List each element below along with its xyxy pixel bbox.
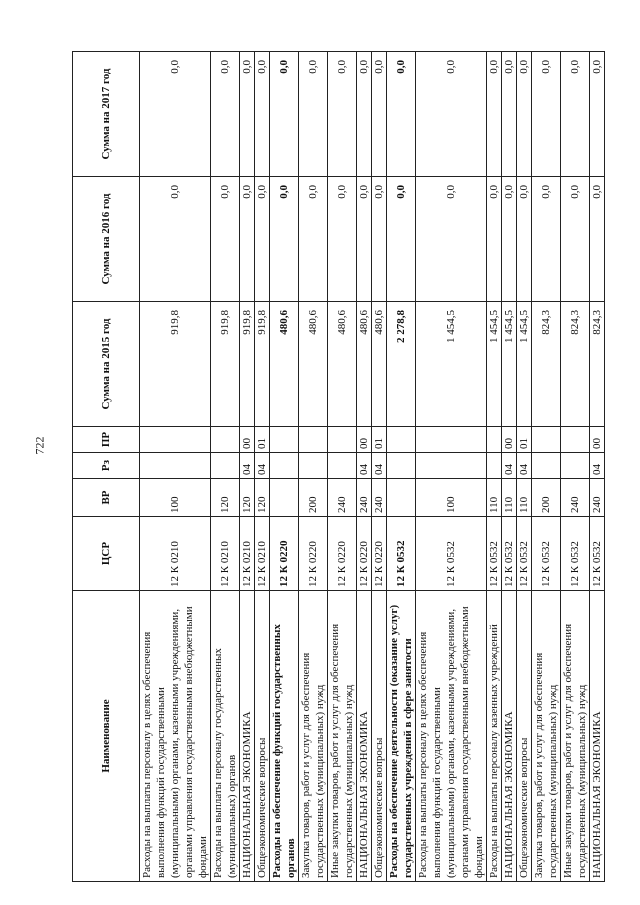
cell-name: Расходы на обеспечение деятельности (оказание услуг) государственных учреждений в сфере занятости	[387, 591, 416, 882]
cell-rz: 04	[590, 453, 605, 479]
cell-sum-2016: 0,0	[372, 177, 387, 302]
cell-sum-2016: 0,0	[357, 177, 372, 302]
cell-sum-2016: 0,0	[532, 177, 561, 302]
cell-sum-2017: 0,0	[517, 52, 532, 177]
table-header-row	[73, 52, 140, 882]
table-row	[140, 52, 211, 882]
cell-csr: 12 К 0210	[240, 517, 255, 591]
cell-sum-2017: 0,0	[328, 52, 357, 177]
cell-sum-2017: 0,0	[561, 52, 590, 177]
cell-rz	[211, 453, 240, 479]
cell-vr: 240	[590, 479, 605, 517]
header-rz: Рз	[73, 453, 140, 479]
cell-csr: 12 К 0220	[299, 517, 328, 591]
cell-vr: 240	[357, 479, 372, 517]
rotated-table-container	[72, 52, 606, 882]
table-row	[211, 52, 240, 882]
cell-vr: 240	[561, 479, 590, 517]
cell-sum-2016: 0,0	[211, 177, 240, 302]
table-row	[590, 52, 605, 882]
cell-sum-2017: 0,0	[502, 52, 517, 177]
cell-csr: 12 К 0532	[416, 517, 487, 591]
cell-csr: 12 К 0532	[502, 517, 517, 591]
cell-sum-2015: 1 454,5	[487, 302, 502, 427]
table-row	[357, 52, 372, 882]
cell-sum-2015: 480,6	[357, 302, 372, 427]
cell-sum-2016: 0,0	[270, 177, 299, 302]
table-row	[561, 52, 590, 882]
cell-sum-2015: 824,3	[532, 302, 561, 427]
cell-name: Общеэкономические вопросы	[372, 591, 387, 882]
cell-sum-2016: 0,0	[299, 177, 328, 302]
cell-sum-2017: 0,0	[270, 52, 299, 177]
cell-sum-2017: 0,0	[255, 52, 270, 177]
cell-pr	[211, 427, 240, 453]
cell-vr: 110	[487, 479, 502, 517]
cell-name: Расходы на выплаты персоналу государственных (муниципальных) органов	[211, 591, 240, 882]
cell-rz: 04	[517, 453, 532, 479]
cell-sum-2016: 0,0	[328, 177, 357, 302]
cell-sum-2017: 0,0	[387, 52, 416, 177]
cell-csr: 12 К 0220	[372, 517, 387, 591]
cell-rz	[328, 453, 357, 479]
cell-rz: 04	[357, 453, 372, 479]
cell-rz	[299, 453, 328, 479]
cell-vr: 100	[416, 479, 487, 517]
cell-sum-2015: 1 454,5	[416, 302, 487, 427]
cell-name: Закупка товаров, работ и услуг для обеспечения государственных (муниципальных) нужд	[299, 591, 328, 882]
cell-name: Закупка товаров, работ и услуг для обеспечения государственных (муниципальных) нужд	[532, 591, 561, 882]
cell-vr	[387, 479, 416, 517]
cell-pr: 01	[255, 427, 270, 453]
cell-sum-2016: 0,0	[416, 177, 487, 302]
cell-sum-2017: 0,0	[532, 52, 561, 177]
cell-sum-2015: 824,3	[561, 302, 590, 427]
cell-name: НАЦИОНАЛЬНАЯ ЭКОНОМИКА	[502, 591, 517, 882]
cell-pr	[270, 427, 299, 453]
header-sum-2017: Сумма на 2017 год	[73, 52, 140, 177]
cell-name: НАЦИОНАЛЬНАЯ ЭКОНОМИКА	[240, 591, 255, 882]
table-row	[517, 52, 532, 882]
cell-pr: 00	[590, 427, 605, 453]
cell-pr: 00	[357, 427, 372, 453]
cell-sum-2016: 0,0	[517, 177, 532, 302]
cell-vr: 200	[532, 479, 561, 517]
cell-name: Расходы на выплаты персоналу в целях обеспечения выполнения функций государственными (муниципальными) органами, казенными учреждениями, органами управления государственными внебюджетными фондами	[416, 591, 487, 882]
cell-pr	[299, 427, 328, 453]
cell-sum-2017: 0,0	[590, 52, 605, 177]
cell-sum-2015: 480,6	[299, 302, 328, 427]
cell-pr	[532, 427, 561, 453]
cell-rz	[140, 453, 211, 479]
cell-csr: 12 К 0210	[211, 517, 240, 591]
cell-vr: 120	[255, 479, 270, 517]
cell-pr	[387, 427, 416, 453]
cell-sum-2015: 919,8	[255, 302, 270, 427]
cell-sum-2016: 0,0	[240, 177, 255, 302]
cell-name: НАЦИОНАЛЬНАЯ ЭКОНОМИКА	[357, 591, 372, 882]
cell-rz: 04	[255, 453, 270, 479]
header-vr: ВР	[73, 479, 140, 517]
cell-rz: 04	[502, 453, 517, 479]
cell-sum-2015: 2 278,8	[387, 302, 416, 427]
cell-name: Расходы на обеспечение функций государственных органов	[270, 591, 299, 882]
cell-csr: 12 К 0220	[270, 517, 299, 591]
cell-pr: 01	[372, 427, 387, 453]
cell-pr	[140, 427, 211, 453]
cell-name: Общеэкономические вопросы	[517, 591, 532, 882]
cell-vr	[270, 479, 299, 517]
cell-sum-2017: 0,0	[240, 52, 255, 177]
cell-vr: 120	[211, 479, 240, 517]
page-number: 722	[32, 436, 47, 455]
cell-sum-2017: 0,0	[487, 52, 502, 177]
cell-sum-2015: 480,6	[270, 302, 299, 427]
cell-pr	[416, 427, 487, 453]
cell-csr: 12 К 0210	[140, 517, 211, 591]
cell-name: Расходы на выплаты персоналу казенных учреждений	[487, 591, 502, 882]
table-row	[416, 52, 487, 882]
cell-rz	[387, 453, 416, 479]
cell-csr: 12 К 0532	[517, 517, 532, 591]
cell-sum-2015: 824,3	[590, 302, 605, 427]
table-row	[487, 52, 502, 882]
cell-sum-2015: 480,6	[372, 302, 387, 427]
cell-vr: 200	[299, 479, 328, 517]
header-pr: ПР	[73, 427, 140, 453]
cell-sum-2017: 0,0	[299, 52, 328, 177]
cell-vr: 120	[240, 479, 255, 517]
cell-name: Иные закупки товаров, работ и услуг для обеспечения государственных (муниципальных) нужд	[328, 591, 357, 882]
cell-sum-2015: 919,8	[140, 302, 211, 427]
cell-pr	[561, 427, 590, 453]
cell-sum-2015: 919,8	[240, 302, 255, 427]
cell-csr: 12 К 0532	[487, 517, 502, 591]
cell-sum-2015: 480,6	[328, 302, 357, 427]
cell-pr	[328, 427, 357, 453]
cell-sum-2017: 0,0	[357, 52, 372, 177]
header-sum-2015: Сумма на 2015 год	[73, 302, 140, 427]
cell-vr: 240	[372, 479, 387, 517]
cell-vr: 240	[328, 479, 357, 517]
cell-rz: 04	[372, 453, 387, 479]
cell-rz	[416, 453, 487, 479]
table-row	[328, 52, 357, 882]
cell-sum-2017: 0,0	[416, 52, 487, 177]
cell-sum-2015: 1 454,5	[517, 302, 532, 427]
budget-table	[72, 51, 605, 882]
header-sum-2016: Сумма на 2016 год	[73, 177, 140, 302]
cell-csr: 12 К 0532	[532, 517, 561, 591]
cell-vr: 110	[502, 479, 517, 517]
cell-sum-2017: 0,0	[211, 52, 240, 177]
table-row	[270, 52, 299, 882]
cell-vr: 100	[140, 479, 211, 517]
cell-name: Иные закупки товаров, работ и услуг для обеспечения государственных (муниципальных) нужд	[561, 591, 590, 882]
cell-sum-2017: 0,0	[140, 52, 211, 177]
cell-csr: 12 К 0532	[387, 517, 416, 591]
cell-sum-2016: 0,0	[561, 177, 590, 302]
table-row	[387, 52, 416, 882]
cell-csr: 12 К 0532	[561, 517, 590, 591]
cell-csr: 12 К 0220	[357, 517, 372, 591]
cell-sum-2016: 0,0	[255, 177, 270, 302]
header-name: Наименование	[73, 591, 140, 882]
cell-vr: 110	[517, 479, 532, 517]
cell-rz	[561, 453, 590, 479]
cell-rz	[532, 453, 561, 479]
table-row	[299, 52, 328, 882]
table-row	[240, 52, 255, 882]
cell-csr: 12 К 0220	[328, 517, 357, 591]
cell-sum-2016: 0,0	[140, 177, 211, 302]
table-row	[372, 52, 387, 882]
cell-name: Общеэкономические вопросы	[255, 591, 270, 882]
cell-rz: 04	[240, 453, 255, 479]
cell-rz	[487, 453, 502, 479]
cell-sum-2015: 1 454,5	[502, 302, 517, 427]
cell-rz	[270, 453, 299, 479]
cell-sum-2017: 0,0	[372, 52, 387, 177]
cell-sum-2016: 0,0	[487, 177, 502, 302]
cell-sum-2016: 0,0	[387, 177, 416, 302]
cell-sum-2015: 919,8	[211, 302, 240, 427]
header-csr: ЦСР	[73, 517, 140, 591]
cell-csr: 12 К 0210	[255, 517, 270, 591]
cell-pr: 01	[517, 427, 532, 453]
table-row	[532, 52, 561, 882]
cell-sum-2016: 0,0	[590, 177, 605, 302]
cell-csr: 12 К 0532	[590, 517, 605, 591]
cell-sum-2016: 0,0	[502, 177, 517, 302]
cell-pr: 00	[502, 427, 517, 453]
table-row	[502, 52, 517, 882]
cell-pr	[487, 427, 502, 453]
table-row	[255, 52, 270, 882]
cell-name: Расходы на выплаты персоналу в целях обеспечения выполнения функций государственными (муниципальными) органами, казенными учреждениями, органами управления государственными внебюджетными фондами	[140, 591, 211, 882]
cell-pr: 00	[240, 427, 255, 453]
cell-name: НАЦИОНАЛЬНАЯ ЭКОНОМИКА	[590, 591, 605, 882]
